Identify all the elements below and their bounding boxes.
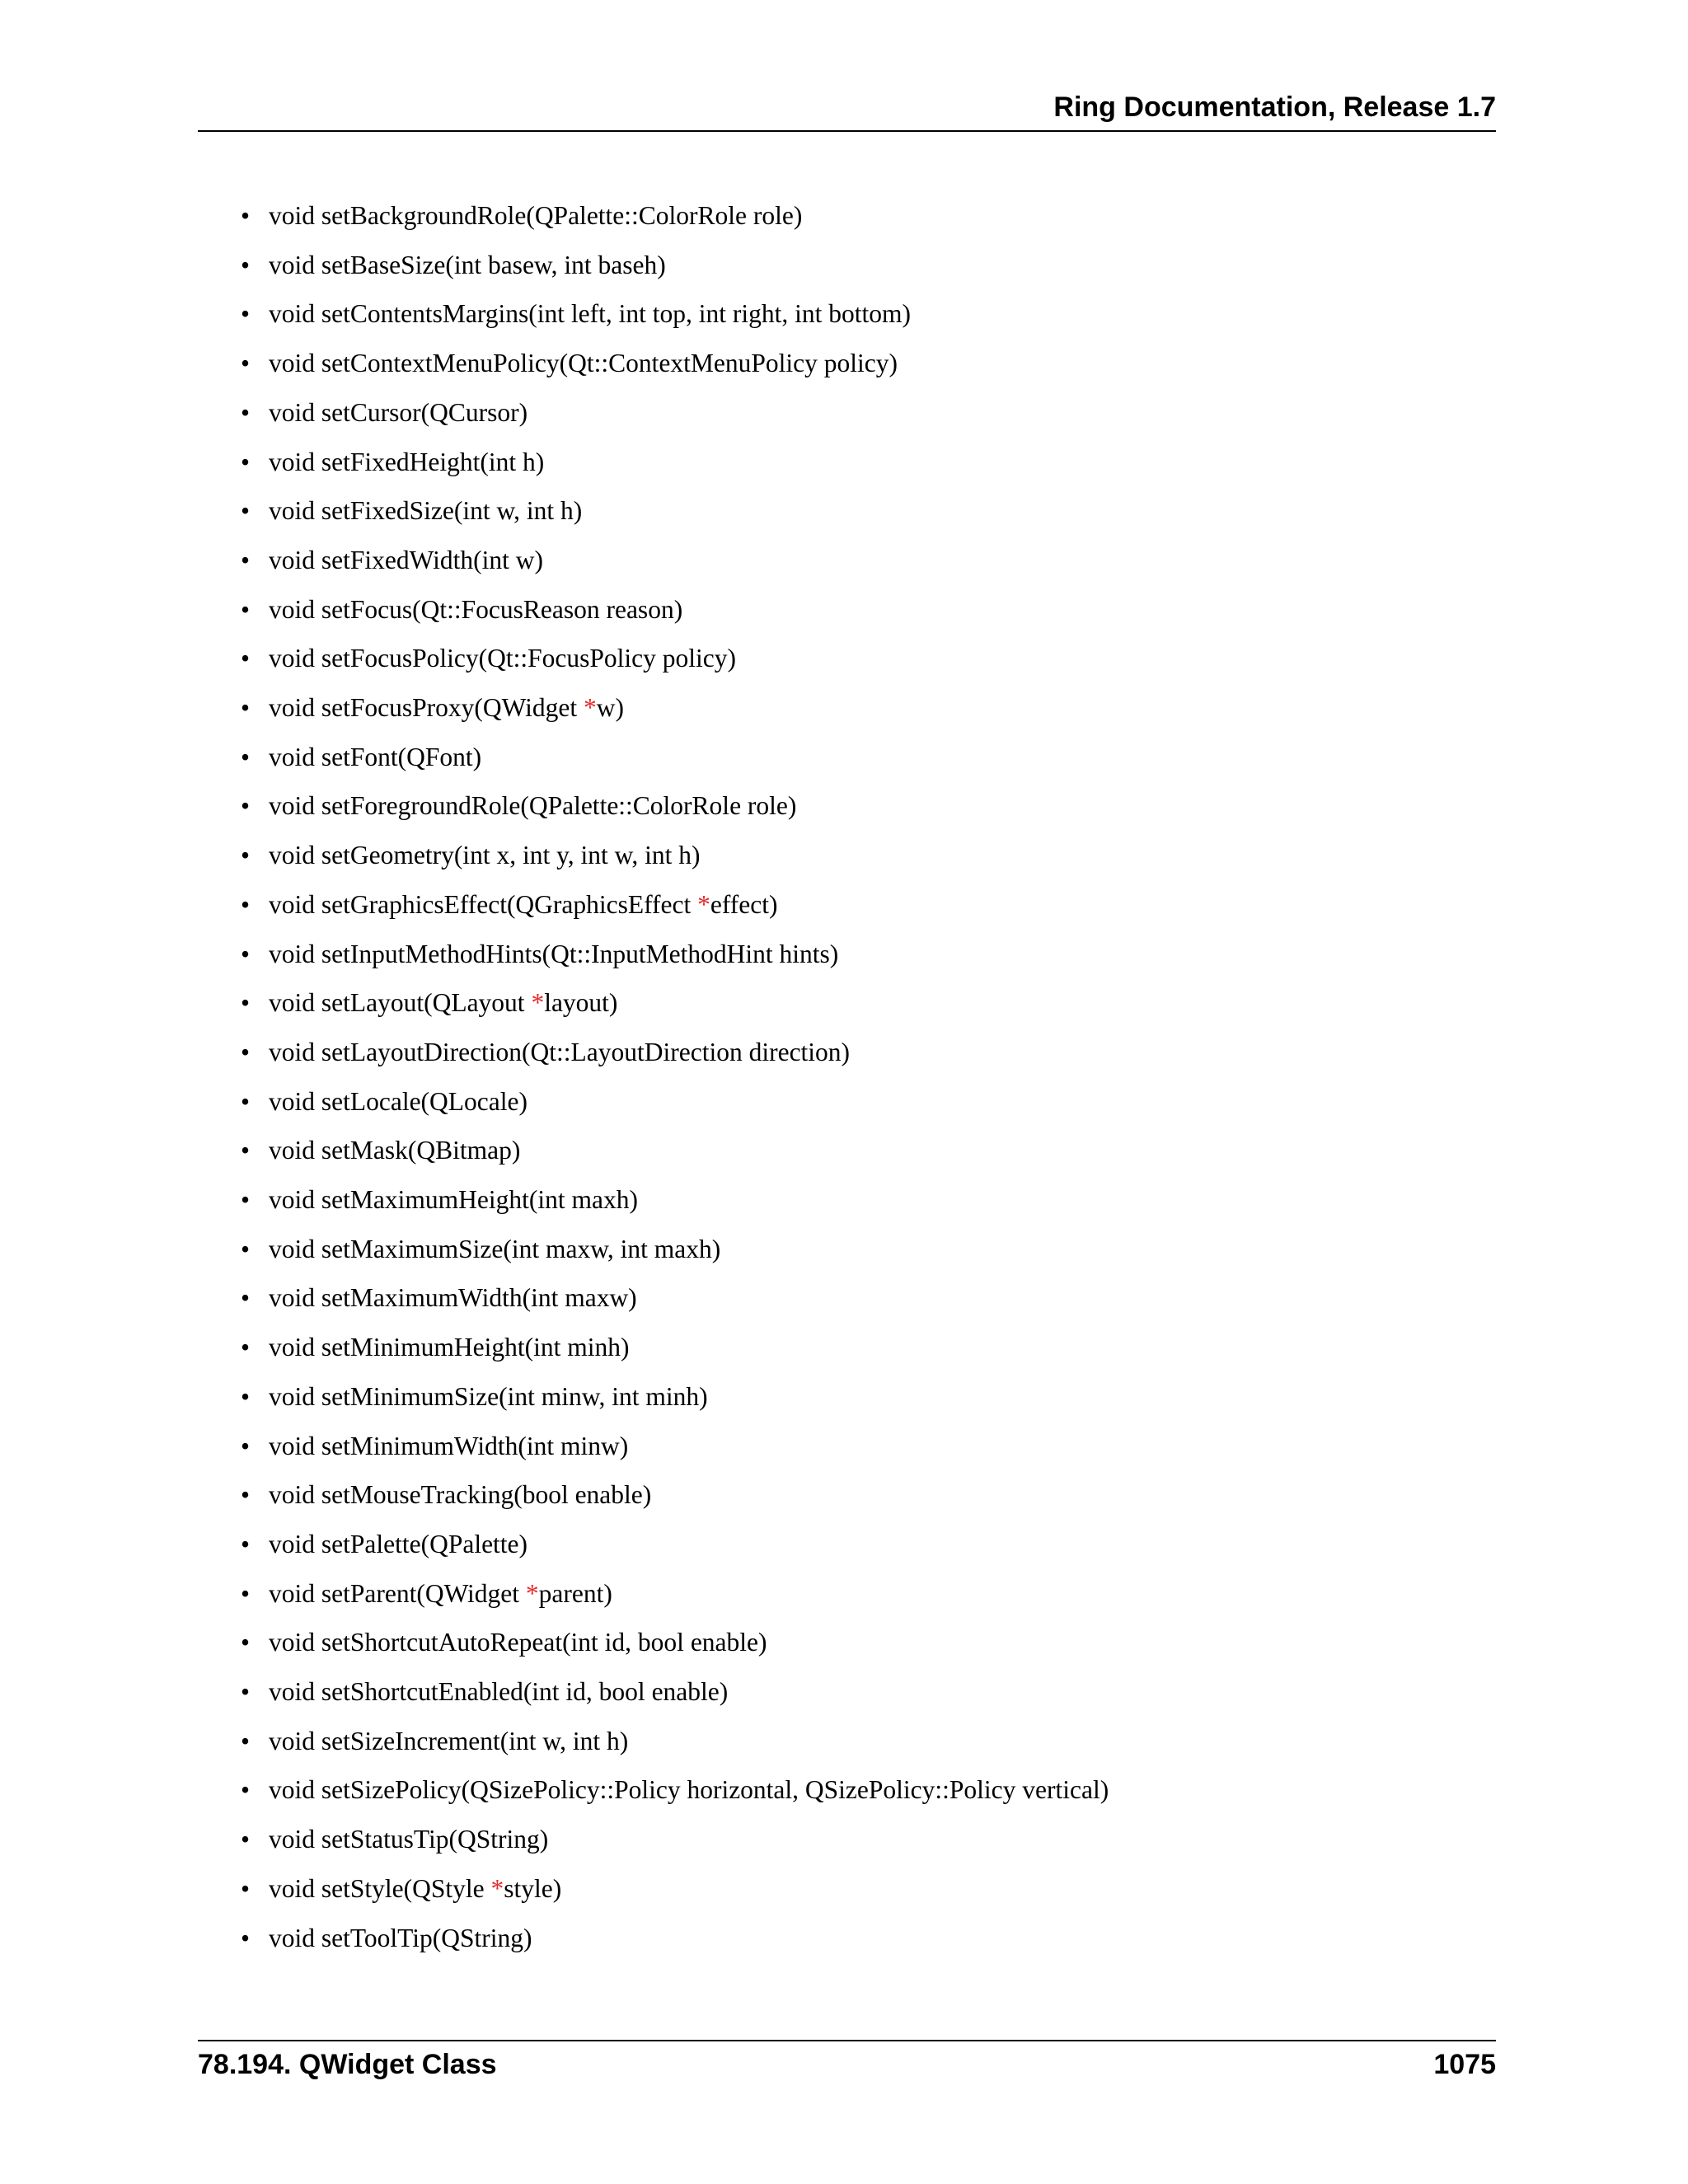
bullet: • (241, 889, 251, 919)
method-signature: void setMaximumHeight(int maxh) (269, 1185, 638, 1214)
bullet: • (241, 1333, 251, 1362)
method-signature: void setSizeIncrement(int w, int h) (269, 1726, 629, 1755)
bullet: • (241, 1923, 251, 1952)
method-signature: void setSizePolicy(QSizePolicy::Policy horizontal, QSizePolicy::Policy vertical) (269, 1775, 1109, 1805)
header-rule (198, 130, 1496, 132)
bullet: • (241, 1185, 251, 1214)
bullet: • (241, 397, 251, 427)
method-signature: void setFocusPolicy(Qt::FocusPolicy policy) (269, 644, 736, 673)
bullet: • (241, 988, 251, 1018)
bullet: • (241, 447, 251, 476)
bullet: • (241, 299, 251, 329)
method-signature: void setFixedWidth(int w) (269, 545, 543, 574)
bullet: • (241, 349, 251, 378)
method-signature: void setFixedSize(int w, int h) (269, 496, 583, 526)
method-signature: void setBackgroundRole(QPalette::ColorRole role) (269, 201, 803, 230)
method-signature: void setPalette(QPalette) (269, 1529, 528, 1558)
method-signature: void setBaseSize(int basew, int baseh) (269, 250, 666, 279)
bullet: • (241, 1037, 251, 1066)
bullet: • (241, 939, 251, 968)
method-signature: void setFixedHeight(int h) (269, 447, 545, 476)
bullet: • (241, 496, 251, 526)
method-signature: void setGraphicsEffect(QGraphicsEffect *effect) (269, 889, 778, 919)
method-signature: void setMinimumSize(int minw, int minh) (269, 1381, 708, 1411)
bullet: • (241, 791, 251, 821)
bullet: • (241, 1086, 251, 1116)
pointer-asterisk: * (490, 1873, 504, 1903)
method-signature: void setLayoutDirection(Qt::LayoutDirection direction) (269, 1037, 851, 1066)
method-signature: void setFont(QFont) (269, 742, 482, 771)
method-signature: void setContentsMargins(int left, int top, int right, int bottom) (269, 299, 912, 329)
method-signature: void setMouseTracking(bool enable) (269, 1480, 652, 1510)
method-signature: void setToolTip(QString) (269, 1923, 532, 1952)
method-signature: void setStatusTip(QString) (269, 1825, 549, 1854)
method-signature: void setMinimumWidth(int minw) (269, 1431, 629, 1460)
method-signature: void setLocale(QLocale) (269, 1086, 528, 1116)
method-signature: void setInputMethodHints(Qt::InputMethodHint hints) (269, 939, 839, 968)
method-signature: void setLayout(QLayout *layout) (269, 988, 618, 1018)
method-signature: void setMask(QBitmap) (269, 1136, 521, 1165)
bullet: • (241, 1873, 251, 1903)
pointer-asterisk: * (697, 889, 710, 919)
running-header: Ring Documentation, Release 1.7 (1053, 91, 1496, 123)
bullet: • (241, 545, 251, 574)
pointer-asterisk: * (531, 988, 545, 1018)
method-signature: void setFocus(Qt::FocusReason reason) (269, 594, 683, 624)
method-signature: void setCursor(QCursor) (269, 397, 528, 427)
bullet: • (241, 1234, 251, 1263)
method-signature: void setGeometry(int x, int y, int w, int h) (269, 841, 701, 870)
footer-rule (198, 2040, 1496, 2041)
bullet: • (241, 1480, 251, 1510)
page-number: 1075 (1433, 2049, 1496, 2080)
bullet: • (241, 1628, 251, 1657)
method-signature: void setShortcutEnabled(int id, bool enable) (269, 1677, 729, 1706)
method-signature: void setContextMenuPolicy(Qt::ContextMenuPolicy policy) (269, 349, 898, 378)
bullet: • (241, 1677, 251, 1706)
method-signature: void setForegroundRole(QPalette::ColorRole role) (269, 791, 797, 821)
method-signature: void setShortcutAutoRepeat(int id, bool enable) (269, 1628, 767, 1657)
bullet: • (241, 1775, 251, 1805)
method-signature: void setMaximumWidth(int maxw) (269, 1283, 637, 1313)
method-signature: void setMaximumSize(int maxw, int maxh) (269, 1234, 721, 1263)
bullet: • (241, 1283, 251, 1313)
bullet: • (241, 594, 251, 624)
bullet: • (241, 1431, 251, 1460)
bullet: • (241, 201, 251, 230)
bullet: • (241, 1381, 251, 1411)
bullet: • (241, 693, 251, 722)
bullet: • (241, 1825, 251, 1854)
section-title: 78.194. QWidget Class (198, 2049, 497, 2080)
method-signature: void setFocusProxy(QWidget *w) (269, 693, 624, 722)
bullet: • (241, 1726, 251, 1755)
method-signature: void setStyle(QStyle *style) (269, 1873, 562, 1903)
bullet: • (241, 742, 251, 771)
bullet: • (241, 644, 251, 673)
pointer-asterisk: * (525, 1578, 539, 1608)
bullet: • (241, 1529, 251, 1558)
bullet: • (241, 841, 251, 870)
bullet: • (241, 1578, 251, 1608)
bullet: • (241, 250, 251, 279)
method-signature: void setMinimumHeight(int minh) (269, 1333, 630, 1362)
bullet: • (241, 1136, 251, 1165)
method-signature: void setParent(QWidget *parent) (269, 1578, 612, 1608)
pointer-asterisk: * (583, 693, 597, 722)
